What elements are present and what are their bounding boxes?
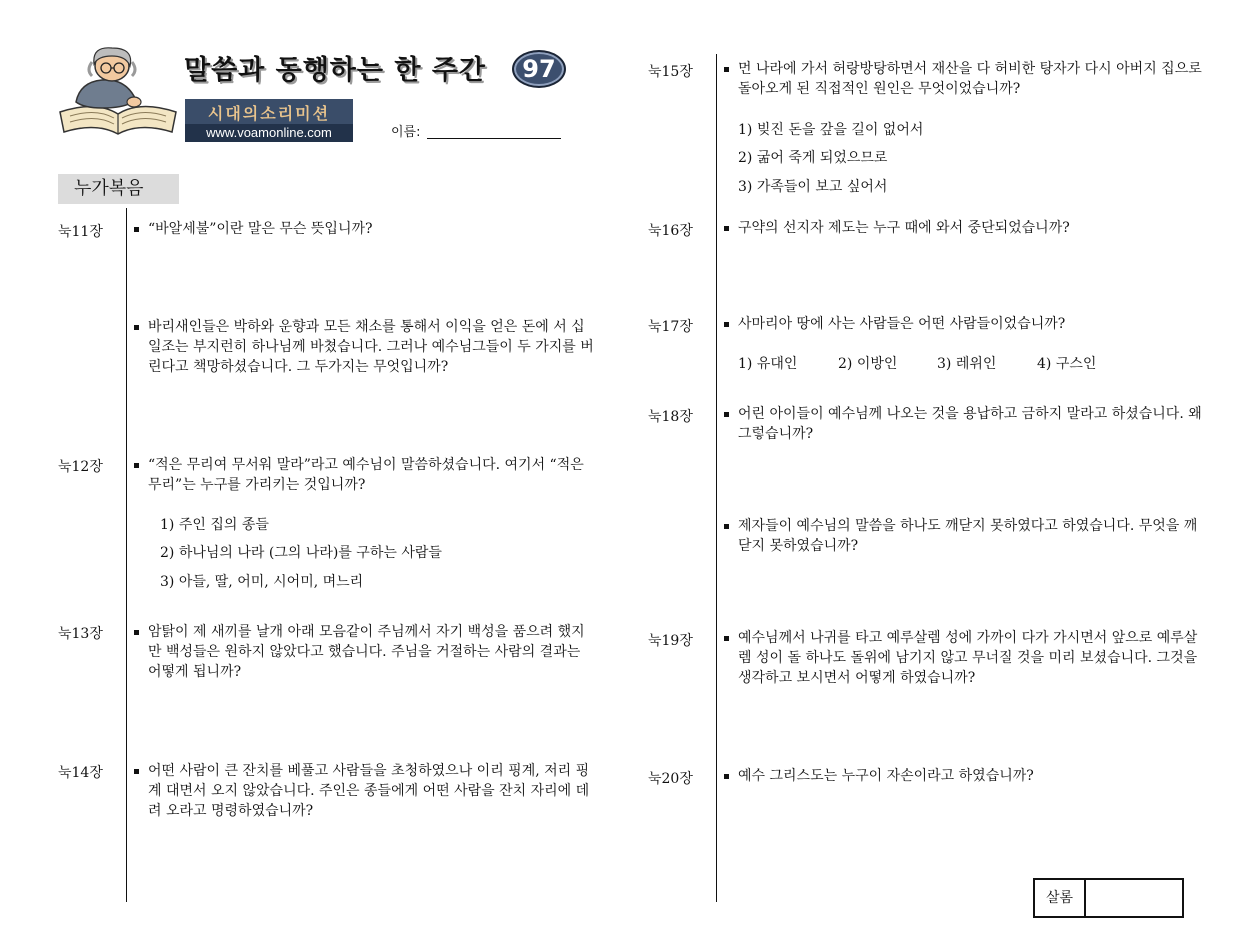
- chapter-label: 눅12장: [58, 459, 103, 475]
- organization-logo: [185, 99, 353, 142]
- answer-option: 3) 아들, 딸, 어미, 시어미, 며느리: [160, 574, 364, 590]
- organization-name: 시대의소리미션: [207, 104, 331, 123]
- answer-option: 3) 레위인: [937, 356, 997, 372]
- name-blank-line[interactable]: [427, 138, 561, 139]
- left-column-divider: [126, 208, 127, 902]
- question: “적은 무리여 무서워 말라”라고 예수님이 말씀하셨습니다. 여기서 “적은 무리”는 누구를 가리키는 것입니까?: [132, 455, 594, 495]
- answer-option: 1) 빚진 돈을 갚을 길이 없어서: [738, 122, 924, 138]
- answer-option: 2) 굶어 죽게 되었으므로: [738, 150, 888, 166]
- chapter-label: 눅15장: [648, 64, 693, 80]
- chapter-label: 눅17장: [648, 319, 693, 335]
- section-heading: 누가복음: [58, 174, 179, 204]
- signature-label: 살롬: [1035, 880, 1086, 916]
- question: 예수님께서 나귀를 타고 예루살렘 성에 가까이 다가 가시면서 앞으로 예루살렘 성이 돌 하나도 돌위에 남기지 않고 무너질 것을 미리 보셨습니다. 그것을 생각하고 보시면서 어떻게 하였습니까?: [722, 628, 1202, 688]
- signature-box: [1033, 878, 1184, 918]
- right-column-divider: [716, 54, 717, 902]
- question: 어린 아이들이 예수님께 나오는 것을 용납하고 금하지 말라고 하셨습니다. 왜 그렇습니까?: [722, 404, 1202, 444]
- chapter-label: 눅19장: [648, 633, 693, 649]
- chapter-label: 눅20장: [648, 771, 693, 787]
- page-title: 말씀과 동행하는 한 주간: [184, 55, 487, 86]
- question: 구약의 선지자 제도는 누구 때에 와서 중단되었습니까?: [722, 218, 1202, 238]
- question: 예수 그리스도는 누구이 자손이라고 하였습니까?: [722, 766, 1202, 786]
- question: 바리새인들은 박하와 운향과 모든 채소를 통해서 이익을 얻은 돈에 서 십일조는 부지런히 하나님께 바쳤습니다. 그러나 예수님그들이 두 가지를 버린다고 책망하셨습니다. 그 두가지는 무엇입니까?: [132, 317, 594, 377]
- chapter-label: 눅13장: [58, 626, 103, 642]
- question: 어떤 사람이 큰 잔치를 베풀고 사람들을 초청하였으나 이리 핑계, 저리 핑계 대면서 오지 않았습니다. 주인은 종들에게 어떤 사람을 잔치 자리에 데려 오라고 명령하였습니까?: [132, 761, 594, 821]
- question: 먼 나라에 가서 허랑방탕하면서 재산을 다 허비한 탕자가 다시 아버지 집으로 돌아오게 된 직접적인 원인은 무엇이었습니까?: [722, 59, 1202, 99]
- answer-option: 2) 하나님의 나라 (그의 나라)를 구하는 사람들: [160, 545, 442, 561]
- answer-option: 1) 유대인: [738, 356, 798, 372]
- chapter-label: 눅18장: [648, 409, 693, 425]
- answer-option: 2) 이방인: [838, 356, 898, 372]
- signature-field[interactable]: [1086, 880, 1182, 916]
- question: 제자들이 예수님의 말씀을 하나도 깨닫지 못하였다고 하였습니다. 무엇을 깨닫지 못하였습니까?: [722, 516, 1202, 556]
- question: “바알세불”이란 말은 무슨 뜻입니까?: [132, 219, 594, 239]
- answer-option: 4) 구스인: [1037, 356, 1097, 372]
- issue-number-badge: 97: [512, 50, 566, 88]
- chapter-label: 눅14장: [58, 765, 103, 781]
- question: 사마리아 땅에 사는 사람들은 어떤 사람들이었습니까?: [722, 314, 1202, 334]
- name-label: 이름:: [391, 125, 421, 140]
- reader-with-book-illustration: [56, 42, 180, 138]
- answer-option: 3) 가족들이 보고 싶어서: [738, 179, 888, 195]
- organization-url: www.voamonline.com: [185, 124, 353, 142]
- chapter-label: 눅11장: [58, 224, 103, 240]
- answer-option: 1) 주인 집의 종들: [160, 517, 269, 533]
- chapter-label: 눅16장: [648, 223, 693, 239]
- question: 암탉이 제 새끼를 날개 아래 모음같이 주님께서 자기 백성을 품으려 했지만 백성들은 원하지 않았다고 했습니다. 주님을 거절하는 사람의 결과는 어떻게 됩니까?: [132, 622, 594, 682]
